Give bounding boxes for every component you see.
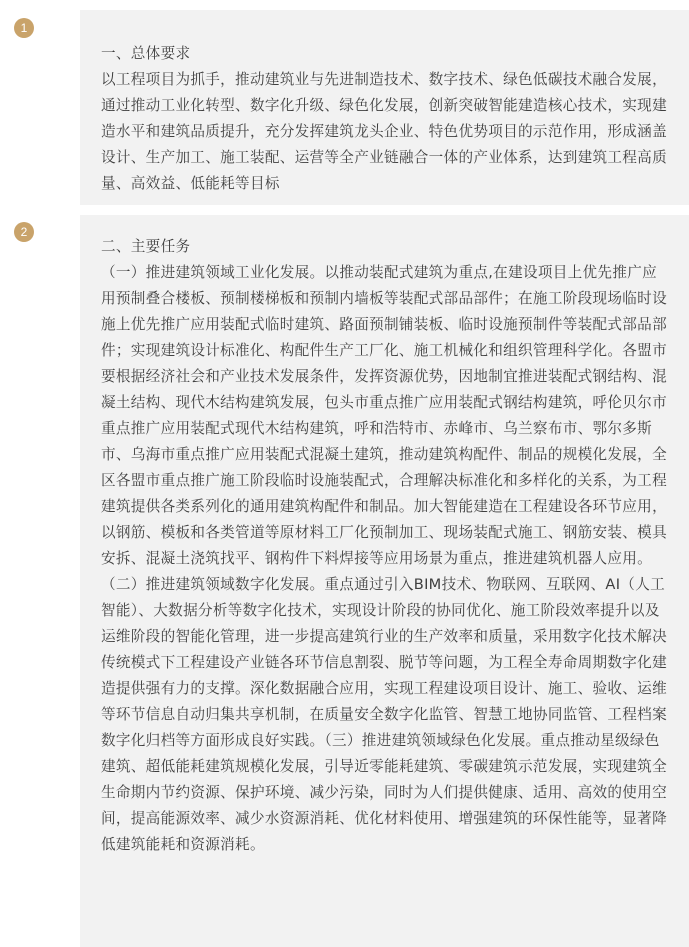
section-card bbox=[80, 215, 689, 947]
section-heading: 一、总体要求 bbox=[101, 45, 191, 62]
section-paragraph: （二）推进建筑领域数字化发展。重点通过引入BIM技术、物联网、互联网、AI（人工智能）、大数据分析等数字化技术，实现设计阶段的协同优化、施工阶段效率提升以及运维阶段的智能化管理，进一步提高建筑行业的生产效率和质量，采用数字化技术解决传统模式下工程建设产业链各环节信息割裂、脱节等问题，为工程全寿命周期数字化建造提供强有力的支撑。深化数据融合应用，实现工程建设项目设计、施工、验收、运维等环节信息自动归集共享机制，在质量安全数字化监管、智慧工地协同监管、工程档案数字化归档等方面形成良好实践。（三）推进建筑领域绿色化发展。重点推动星级绿色建筑、超低能耗建筑规模化发展，引导近零能耗建筑、零碳建筑示范发展，实现建筑全生命期内节约资源、保护环境、减少污染，同时为人们提供健康、适用、高效的使用空间，提高能源效率、减少水资源消耗、优化材料使用、增强建筑的环保性能等，显著降低建筑能耗和资源消耗。 bbox=[101, 576, 667, 853]
section-number-badge: 1 bbox=[14, 18, 34, 38]
section-card bbox=[80, 10, 689, 205]
section-number-badge: 2 bbox=[14, 222, 34, 242]
section-heading: 二、主要任务 bbox=[101, 238, 191, 255]
section-paragraph: 以工程项目为抓手，推动建筑业与先进制造技术、数字技术、绿色低碳技术融合发展，通过推动工业化转型、数字化升级、绿色化发展，创新突破智能建造核心技术，实现建造水平和建筑品质提升，充分发挥建筑龙头企业、特色优势项目的示范作用，形成涵盖设计、生产加工、施工装配、运营等全产业链融合一体的产业体系，达到建筑工程高质量、高效益、低能耗等目标 bbox=[101, 71, 667, 192]
section-paragraph: （一）推进建筑领域工业化发展。以推动装配式建筑为重点,在建设项目上优先推广应用预制叠合楼板、预制楼梯板和预制内墙板等装配式部品部件；在施工阶段现场临时设施上优先推广应用装配式临时建筑、路面预制铺装板、临时设施预制件等装配式部品部件；实现建筑设计标准化、构配件生产工厂化、施工机械化和组织管理科学化。各盟市要根据经济社会和产业技术发展条件，发挥资源优势，因地制宜推进装配式钢结构、混凝土结构、现代木结构建筑发展，包头市重点推广应用装配式钢结构建筑，呼伦贝尔市重点推广应用装配式现代木结构建筑，呼和浩特市、赤峰市、乌兰察布市、鄂尔多斯市、乌海市重点推广应用装配式混凝土建筑，推动建筑构配件、制品的规模化发展，全区各盟市重点推广施工阶段临时设施装配式，合理解决标准化和多样化的关系，为工程建筑提供各类系列化的通用建筑构配件和制品。加大智能建造在工程建设各环节应用，以钢筋、模板和各类管道等原材料工厂化预制加工、现场装配式施工、钢筋安装、模具安拆、混凝土浇筑找平、钢构件下料焊接等应用场景为重点，推进建筑机器人应用。 bbox=[101, 264, 667, 567]
section-2 bbox=[0, 215, 689, 947]
section-1 bbox=[0, 0, 689, 215]
